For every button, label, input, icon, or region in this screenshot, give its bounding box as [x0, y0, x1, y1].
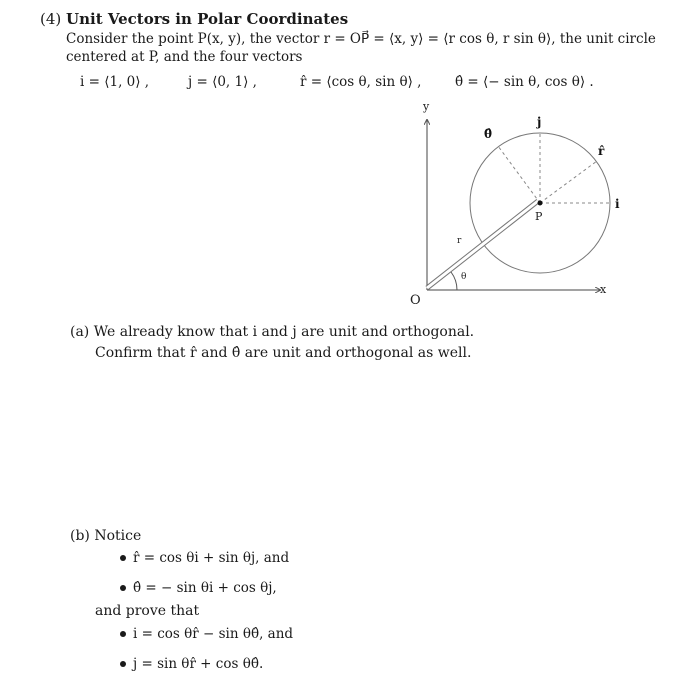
vector-i-definition: i = ⟨1, 0⟩ , — [80, 74, 150, 90]
part-a-text-1: We already know that i and j are unit and orthogonal. — [93, 324, 475, 340]
point-p — [538, 201, 543, 206]
y-axis-label: y — [423, 100, 430, 113]
notice-item-1: r̂ = cos θi + sin θj, and — [120, 550, 289, 566]
part-a-line-2: Confirm that r̂ and θ̂ are unit and orthogonal as well. — [95, 345, 472, 361]
j-label: j — [537, 115, 542, 129]
notice-item-2: θ̂ = − sin θi + cos θj, — [120, 580, 277, 596]
point-p-label: P — [535, 210, 543, 223]
section-title: Unit Vectors in Polar Coordinates — [66, 10, 349, 28]
unit-vector-rhat — [540, 161, 597, 203]
intro-line-2: centered at P, and the four vectors — [66, 49, 303, 65]
prove-item-2: j = sin θr̂ + cos θθ̂. — [120, 656, 263, 672]
part-a-label: (a) — [70, 324, 90, 340]
i-label: i — [615, 197, 620, 211]
angle-label: θ — [461, 272, 467, 282]
intro-line-1: Consider the point P(x, y), the vector r = OP⃗ = ⟨x, y⟩ = ⟨r cos θ, r sin θ⟩, the unit circle — [66, 31, 656, 47]
prove-intro: and prove that — [95, 603, 200, 619]
unit-vector-thetahat — [498, 146, 540, 203]
part-a-line-1 — [70, 324, 474, 340]
bullet-icon — [120, 585, 126, 591]
part-b-label: (b) Notice — [70, 528, 142, 544]
vector-j-definition: j = ⟨0, 1⟩ , — [188, 74, 257, 90]
bullet-icon — [120, 555, 126, 561]
bullet-icon — [120, 631, 126, 637]
radius-label: r — [457, 236, 462, 246]
vector-rhat-definition: r̂ = ⟨cos θ, sin θ⟩ , — [300, 74, 422, 90]
angle-arc — [451, 272, 457, 290]
thetahat-label: θ̂ — [484, 127, 493, 141]
prove-item-1: i = cos θr̂ − sin θθ̂, and — [120, 626, 293, 642]
origin-label: O — [410, 293, 421, 308]
x-axis-label: x — [600, 283, 607, 296]
bullet-icon — [120, 661, 126, 667]
section-number: (4) — [40, 10, 62, 28]
rhat-label: r̂ — [598, 144, 605, 158]
vector-thetahat-definition: θ̂ = ⟨− sin θ, cos θ⟩ . — [455, 74, 594, 90]
